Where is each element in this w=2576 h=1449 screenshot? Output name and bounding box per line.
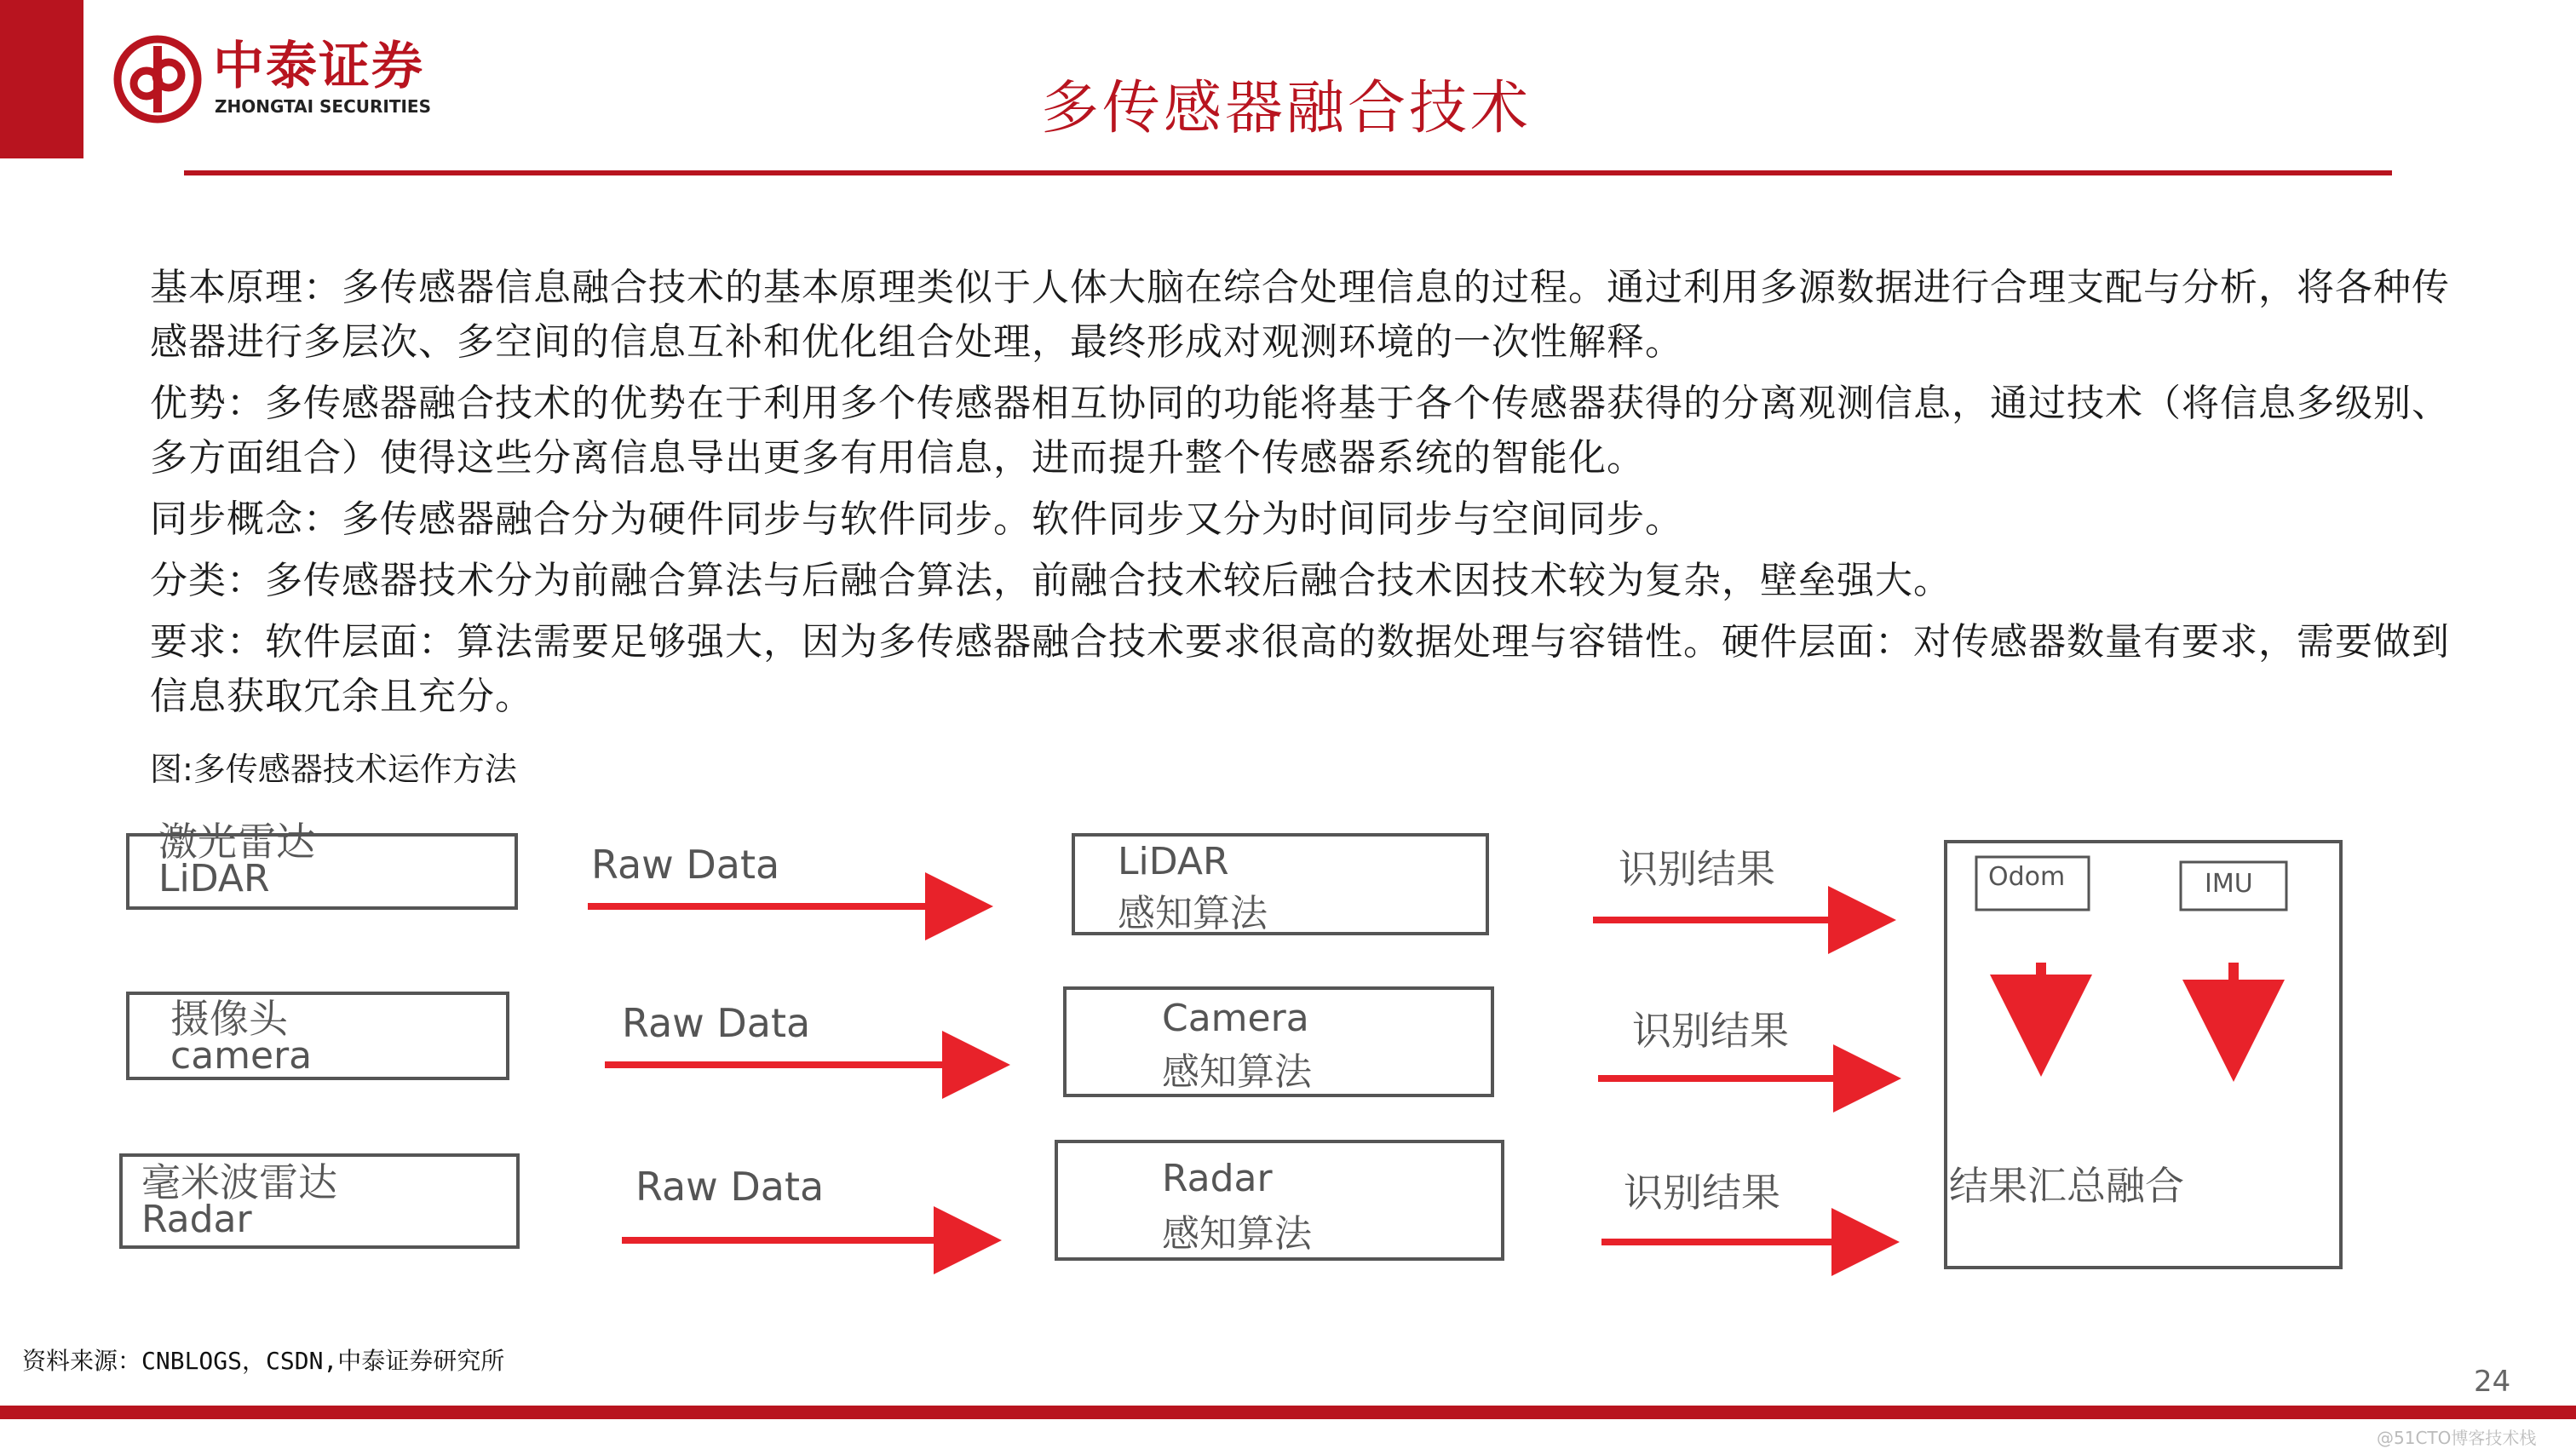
result-label-3: 识别结果 <box>1624 1170 1780 1216</box>
figure-caption: 图:多传感器技术运作方法 <box>150 750 517 788</box>
sensor-label-radar-cn: 毫米波雷达 <box>141 1159 337 1205</box>
sensor-fusion-diagram <box>111 818 2411 1295</box>
source-note: 资料来源：CNBLOGS，CSDN,中泰证券研究所 <box>22 1347 505 1375</box>
paragraph-principle: 基本原理：多传感器信息融合技术的基本原理类似于人体大脑在综合处理信息的过程。通过利用多源数据进行合理支配与分析，将各种传感器进行多层次、多空间的信息互补和优化组合处理，最终形成对观测环境的一次性解释。 <box>150 266 2450 364</box>
result-label-2: 识别结果 <box>1632 1008 1789 1054</box>
algorithm-label-radar-en: Radar <box>1162 1157 1273 1200</box>
page-title: 多传感器融合技术 <box>1040 75 1532 142</box>
title-divider <box>184 170 2392 175</box>
result-label-1: 识别结果 <box>1619 846 1775 892</box>
sensor-label-lidar-cn: 激光雷达 <box>158 819 315 865</box>
fusion-label: 结果汇总融合 <box>1949 1163 2184 1209</box>
algorithm-label-radar-cn: 感知算法 <box>1162 1212 1312 1256</box>
sensor-label-camera-en: camera <box>170 1034 313 1078</box>
paragraph-requirements: 要求：软件层面：算法需要足够强大，因为多传感器融合技术要求很高的数据处理与容错性。硬件层面：对传感器数量有要求，需要做到信息获取冗余且充分。 <box>150 620 2450 718</box>
imu-label: IMU <box>2205 869 2253 899</box>
paragraph-sync: 同步概念：多传感器融合分为硬件同步与软件同步。软件同步又分为时间同步与空间同步。 <box>150 497 1683 541</box>
raw-data-label-2: Raw Data <box>622 1000 811 1046</box>
footer-bar <box>0 1406 2576 1419</box>
sensor-label-radar-en: Radar <box>141 1198 252 1241</box>
brand-name-cn: 中泰证券 <box>213 37 424 96</box>
sensor-label-lidar-en: LiDAR <box>158 857 270 900</box>
sensor-label-camera-cn: 摄像头 <box>170 996 288 1042</box>
odom-label: Odom <box>1988 862 2066 892</box>
body-text <box>150 261 2450 731</box>
page-number: 24 <box>2474 1365 2511 1399</box>
raw-data-label-3: Raw Data <box>635 1164 825 1210</box>
algorithm-label-camera-cn: 感知算法 <box>1162 1050 1312 1094</box>
raw-data-label-1: Raw Data <box>591 842 780 888</box>
watermark: @51CTO博客技术栈 <box>2377 1428 2537 1448</box>
paragraph-classification: 分类：多传感器技术分为前融合算法与后融合算法，前融合技术较后融合技术因技术较为复杂，壁垒强大。 <box>150 559 1952 602</box>
brand-logo <box>112 34 470 128</box>
paragraph-advantage: 优势：多传感器融合技术的优势在于利用多个传感器相互协同的功能将基于各个传感器获得的分离观测信息，通过技术（将信息多级别、多方面组合）使得这些分离信息导出更多有用信息，进而提升整个传感器系统的智能化。 <box>150 382 2450 480</box>
corner-accent-bar <box>0 0 83 158</box>
zhongtai-logo-icon <box>112 34 203 124</box>
algorithm-label-camera-en: Camera <box>1162 997 1309 1040</box>
brand-name-en: ZHONGTAI SECURITIES <box>215 96 431 117</box>
algorithm-label-lidar-en: LiDAR <box>1118 840 1229 883</box>
algorithm-label-lidar-cn: 感知算法 <box>1118 892 1268 935</box>
